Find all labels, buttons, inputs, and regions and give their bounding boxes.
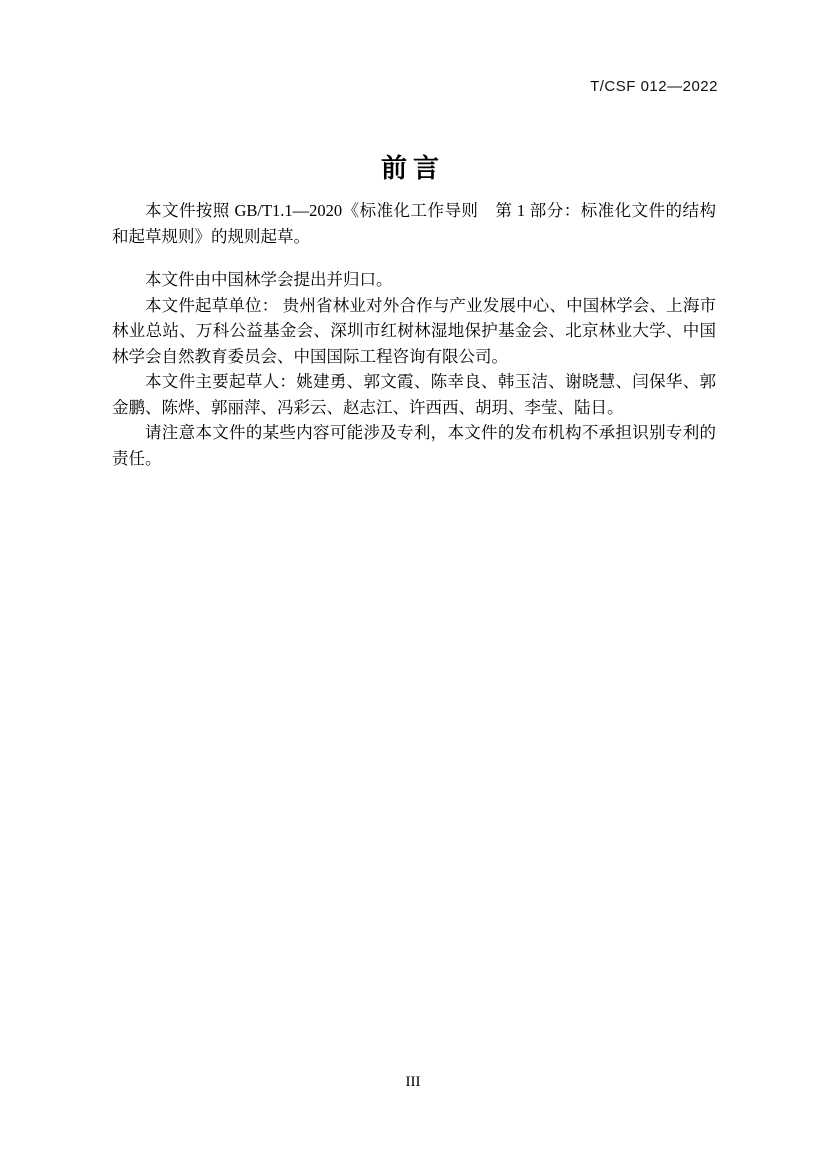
foreword-body	[112, 198, 716, 471]
page-header-standard-number: T/CSF 012—2022	[590, 78, 718, 95]
paragraph-patent-notice: 请注意本文件的某些内容可能涉及专利，本文件的发布机构不承担识别专利的责任。	[112, 423, 716, 468]
page-number: III	[405, 1074, 421, 1090]
page-title: 前言	[380, 154, 445, 183]
paragraph-drafting-organizations: 本文件起草单位： 贵州省林业对外合作与产业发展中心、中国林学会、上海市林业总站、万科公益基金会、深圳市红树林湿地保护基金会、北京林业大学、中国林学会自然教育委员会、中国国际工程咨询有限公司。	[112, 295, 716, 366]
paragraph-main-drafters: 本文件主要起草人：姚建勇、郭文霞、陈幸良、韩玉洁、谢晓慧、闫保华、郭金鹏、陈烨、郭丽萍、冯彩云、赵志江、许西西、胡玥、李莹、陆日。	[112, 372, 716, 417]
paragraph-spacer	[112, 249, 716, 267]
paragraph-drafting-rules: 本文件按照 GB/T1.1—2020《标准化工作导则 第 1 部分：标准化文件的结构和起草规则》的规则起草。	[112, 201, 716, 246]
paragraph-proposing-body: 本文件由中国林学会提出并归口。	[145, 270, 393, 289]
